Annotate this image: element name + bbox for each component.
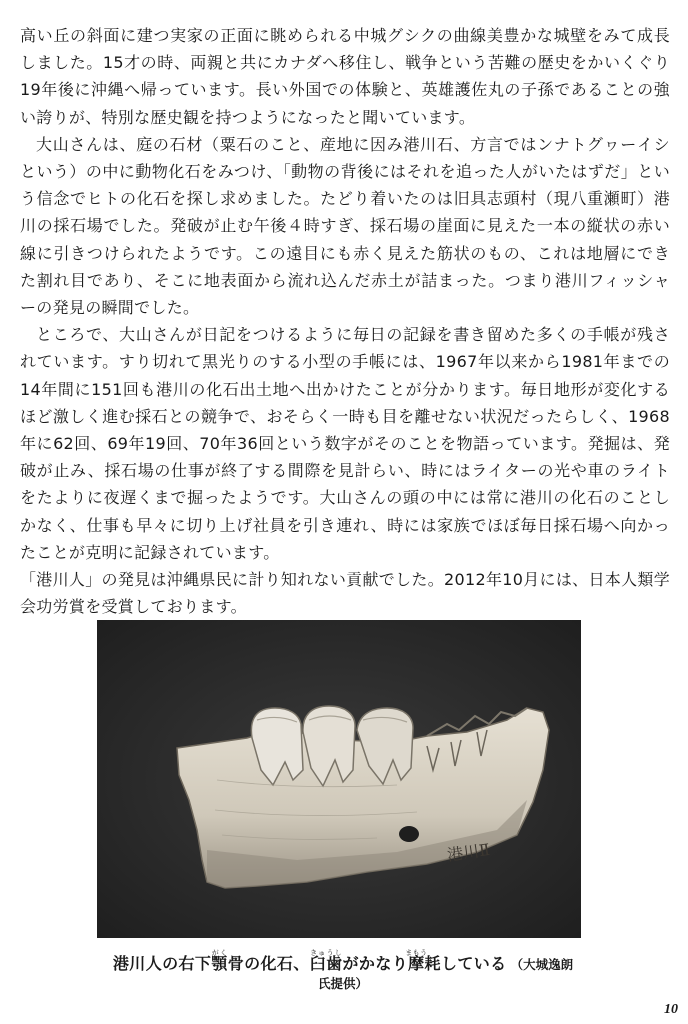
- caption-ruby-molar-reading: きゅうし: [309, 950, 343, 957]
- photo-caption: [108, 950, 578, 993]
- caption-ruby-molar: [309, 950, 343, 973]
- caption-part-4: 耗している: [424, 956, 507, 973]
- article-body: [20, 22, 670, 620]
- caption-part-3: がかなり: [342, 956, 409, 973]
- jawbone-fossil-photo: [97, 620, 581, 938]
- photo-credit: （大城逸朗氏提供）: [317, 958, 574, 991]
- fossil-inscription: 港川Ⅱ: [445, 839, 492, 865]
- caption-word-wear: 摩: [405, 956, 428, 973]
- foramen-hole: [399, 826, 419, 842]
- caption-ruby-jaw: [211, 950, 228, 973]
- caption-word-molar: 臼歯: [309, 956, 343, 973]
- caption-ruby-wear-reading: まもう: [405, 950, 428, 957]
- caption-ruby-wear: [405, 950, 428, 973]
- caption-word-jaw: 顎: [211, 956, 228, 973]
- paragraph-2: 大山さんは、庭の石材（粟石のこと、産地に因み港川石、方言ではンナトグヮーイシという）の中に動物化石をみつけ、「動物の背後にはそれを追った人がいたはずだ」という信念でヒトの化石を探し求めました。たどり着いたのは旧具志頭村（現八重瀬町）港川の採石場でした。発破が止む午後４時すぎ、採石場の崖面に見えた一本の縦状の赤い線に引きつけられたようです。この遠目にも赤く見えた筋状のもの、これは地層にできた割れ目であり、そこに地表面から流れ込んだ赤土が詰まった。つまり港川フィッシャーの発見の瞬間でした。: [20, 134, 670, 318]
- caption-ruby-jaw-reading: がく: [211, 950, 228, 957]
- paragraph-4: 「港川人」の発見は沖縄県民に計り知れない貢献でした。2012年10月には、日本人類学会功労賞を受賞しております。: [20, 570, 670, 617]
- paragraph-3: ところで、大山さんが日記をつけるように毎日の記録を書き留めた多くの手帳が残されています。すり切れて黒光りのする小型の手帳には、1967年以来から1981年までの14年間に151回も港川の化石出土地へ出かけたことが分かります。毎日地形が変化するほど激しく進む採石との競争で、おそらく一時も目を離せない状況だったらしく、1968年に62回、69年19回、70年36回という数字がそのことを物語っています。発掘は、発破が止み、採石場の仕事が終了する間際を見計らい、時にはライターの光や車のライトをたよりに夜遅くまで掘ったようです。大山さんの頭の中には常に港川の化石のことしかなく、仕事も早々に切り上げ社員を引き連れ、時には家族でほぼ毎日採石場へ向かったことが克明に記録されています。: [20, 325, 670, 562]
- caption-part-1: 港川人の右下: [112, 956, 212, 973]
- page-number: 10: [664, 1002, 678, 1017]
- caption-text: [112, 950, 507, 973]
- jawbone-illustration: [97, 620, 581, 938]
- paragraph-1: 高い丘の斜面に建つ実家の正面に眺められる中城グシクの曲線美豊かな城壁をみて成長しました。15才の時、両親と共にカナダへ移住し、戦争という苦難の歴史をかいくぐり19年後に沖縄へ帰っています。長い外国での体験と、英雄護佐丸の子孫であることの強い誇りが、特別な歴史観を持つようになったと聞いています。: [20, 26, 670, 127]
- caption-part-2: 骨の化石、: [227, 956, 310, 973]
